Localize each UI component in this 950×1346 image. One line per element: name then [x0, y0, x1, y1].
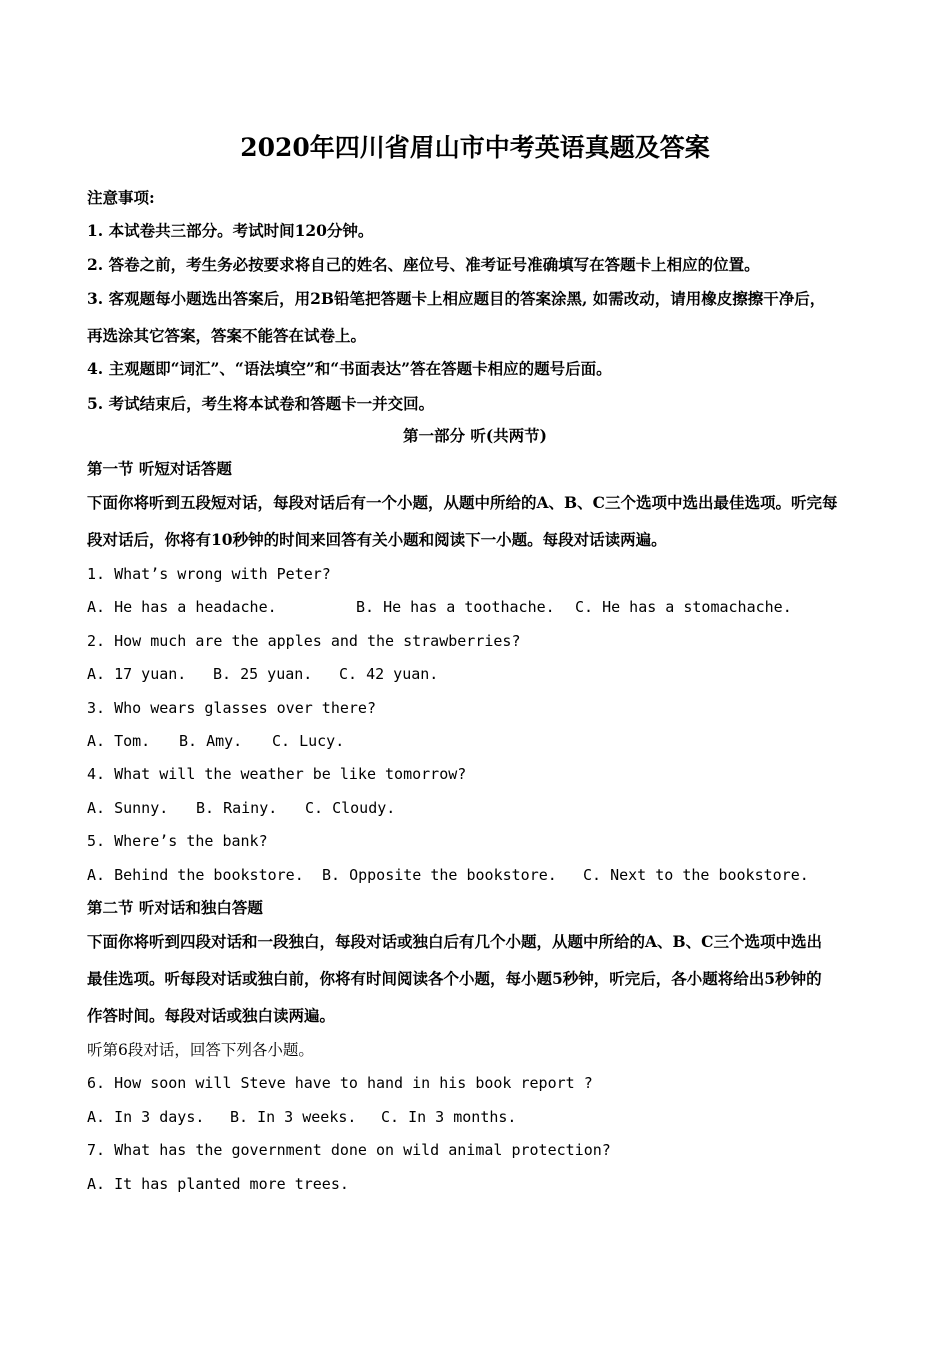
section-instructions: 下面你将听到四段对话和一段独白，每段对话或独白后有几个小题，从题中所给的A、B、C三个选项中选出 [87, 932, 822, 951]
section-heading: 第二节 听对话和独白答题 [87, 898, 263, 917]
option-b: B. 25 yuan. [213, 665, 313, 683]
option-c: C. He has a stomachache. [575, 598, 792, 616]
notice-item: 再选涂其它答案，答案不能答在试卷上。 [87, 326, 367, 345]
question-text: 5. Where’s the bank? [87, 832, 268, 850]
part-heading: 第一部分 听(共两节) [402, 426, 548, 445]
question-options [87, 797, 395, 819]
question-options [87, 596, 792, 618]
option-a: A. In 3 days. [87, 1108, 205, 1126]
question-options [87, 663, 438, 685]
section-instructions: 最佳选项。听每段对话或独白前，你将有时间阅读各个小题，每小题5秒钟，听完后，各小题将给出5秒钟的 [87, 969, 822, 988]
option-a: A. Behind the bookstore. [87, 866, 304, 884]
section-instructions: 段对话后，你将有10秒钟的时间来回答有关小题和阅读下一小题。每段对话读两遍。 [87, 530, 667, 549]
option-c: C. In 3 months. [381, 1108, 517, 1126]
question-options [87, 1106, 516, 1128]
section-heading: 第一节 听短对话答题 [87, 459, 232, 478]
option-c: C. Lucy. [272, 732, 345, 750]
option-c: C. 42 yuan. [339, 665, 439, 683]
notice-item: 2. 答卷之前，考生务必按要求将自己的姓名、座位号、准考证号准确填写在答题卡上相应的位置。 [87, 255, 760, 274]
option-b: B. Amy. [179, 732, 243, 750]
option-a: A. He has a headache. [87, 598, 277, 616]
option-c: C. Cloudy. [305, 799, 396, 817]
option-a: A. Sunny. [87, 799, 169, 817]
notice-item: 5. 考试结束后，考生将本试卷和答题卡一并交回。 [87, 394, 435, 413]
notice-heading: 注意事项: [87, 188, 155, 207]
question-text: 3. Who wears glasses over there? [87, 699, 376, 717]
option-c: C. Next to the bookstore. [583, 866, 809, 884]
question-text: 6. How soon will Steve have to hand in his book report ? [87, 1074, 593, 1092]
question-text: 4. What will the weather be like tomorrow? [87, 765, 467, 783]
notice-item: 3. 客观题每小题选出答案后，用2B铅笔把答题卡上相应题目的答案涂黑, 如需改动，请用橡皮擦擦干净后， [87, 289, 826, 308]
option-a: A. It has planted more trees. [87, 1175, 349, 1193]
option-b: B. In 3 weeks. [230, 1108, 357, 1126]
question-text: 1. What’s wrong with Peter? [87, 565, 331, 583]
question-options [87, 1173, 349, 1195]
section-instructions: 作答时间。每段对话或独白读两遍。 [87, 1006, 336, 1025]
option-b: B. Opposite the bookstore. [322, 866, 557, 884]
question-options [87, 730, 344, 752]
page-title: 2020年四川省眉山市中考英语真题及答案 [240, 133, 710, 162]
notice-item: 4. 主观题即“词汇”、“语法填空”和“书面表达”答在答题卡相应的题号后面。 [87, 359, 612, 378]
question-text: 7. What has the government done on wild animal protection? [87, 1141, 611, 1159]
question-text: 2. How much are the apples and the strawberries? [87, 632, 521, 650]
option-b: B. Rainy. [196, 799, 278, 817]
question-options [87, 864, 809, 886]
option-a: A. Tom. [87, 732, 151, 750]
notice-item: 1. 本试卷共三部分。考试时间120分钟。 [87, 221, 374, 240]
option-a: A. 17 yuan. [87, 665, 187, 683]
option-b: B. He has a toothache. [356, 598, 555, 616]
section-instructions: 下面你将听到五段短对话，每段对话后有一个小题，从题中所给的A、B、C三个选项中选出最佳选项。听完每 [87, 493, 838, 512]
listen-note: 听第6段对话，回答下列各小题。 [87, 1041, 314, 1059]
